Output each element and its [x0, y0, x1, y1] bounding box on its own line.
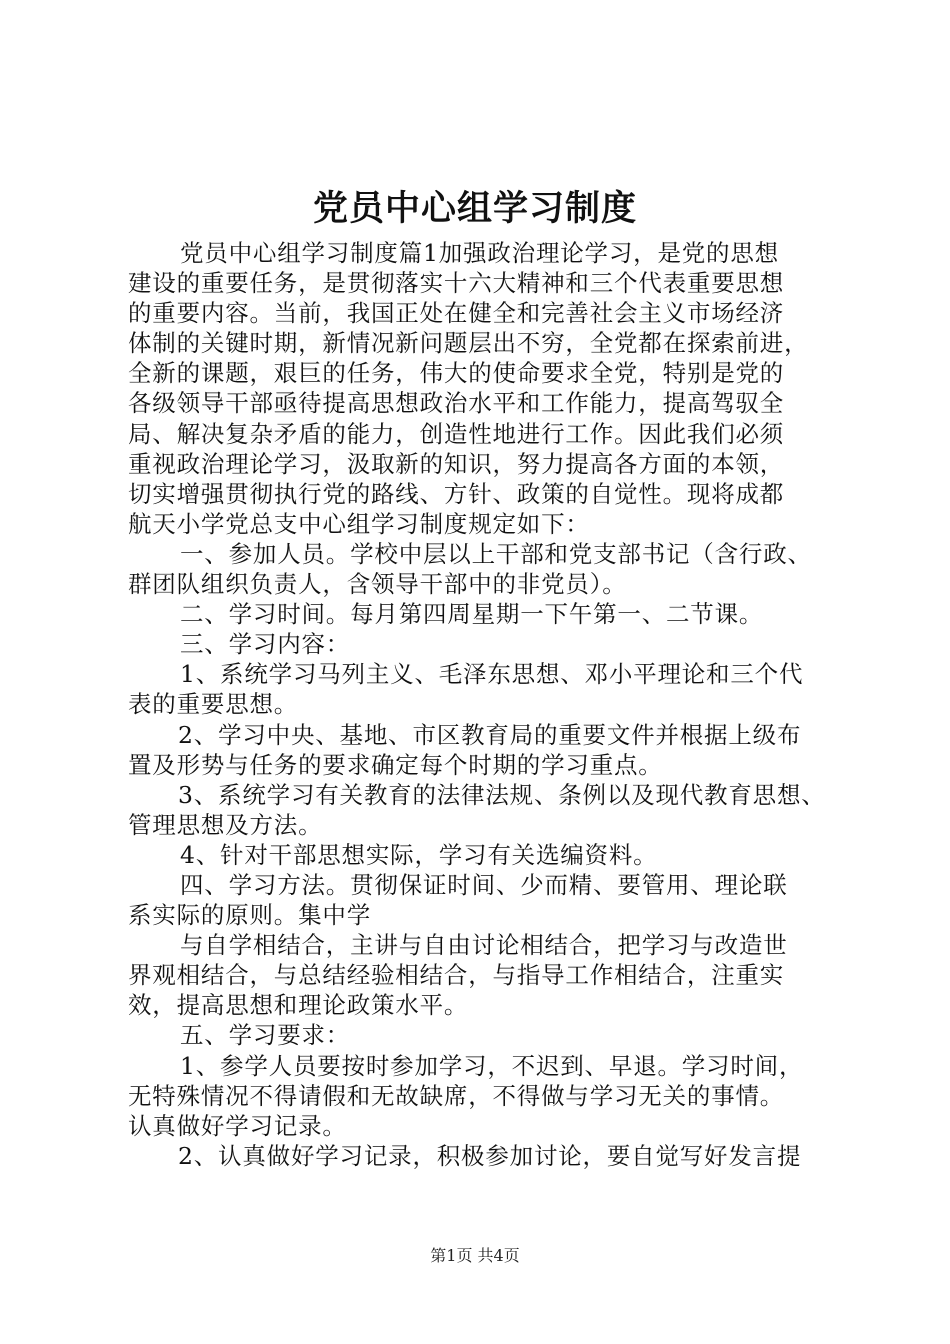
body-line: 重视政治理论学习，汲取新的知识，努力提高各方面的本领， — [128, 449, 785, 478]
body-line: 管理思想及方法。 — [128, 810, 323, 839]
body-line: 3、系统学习有关教育的法律法规、条例以及现代教育思想、 — [178, 780, 826, 809]
document-body — [128, 238, 858, 1171]
body-line: 二、学习时间。每月第四周星期一下午第一、二节课。 — [180, 600, 764, 629]
document-title: 党员中心组学习制度 — [312, 188, 637, 229]
body-line: 四、学习方法。贯彻保证时间、少而精、要管用、理论联 — [180, 870, 788, 899]
body-line: 认真做好学习记录。 — [128, 1111, 347, 1140]
body-line: 无特殊情况不得请假和无故缺席，不得做与学习无关的事情。 — [128, 1081, 785, 1110]
body-line: 4、针对干部思想实际，学习有关选编资料。 — [180, 840, 658, 869]
body-line: 与自学相结合，主讲与自由讨论相结合，把学习与改造世 — [180, 931, 788, 960]
body-line: 一、参加人员。学校中层以上干部和党支部书记（含行政、 — [180, 539, 812, 568]
body-line: 置及形势与任务的要求确定每个时期的学习重点。 — [128, 750, 663, 779]
body-line: 党员中心组学习制度篇1加强政治理论学习，是党的思想 — [180, 239, 779, 267]
page-number-footer: 第1页 共4页 — [430, 1246, 520, 1265]
body-line: 各级领导干部亟待提高思想政治水平和工作能力，提高驾驭全 — [128, 389, 785, 418]
body-line: 三、学习内容： — [180, 630, 351, 659]
body-line: 群团队组织负责人，含领导干部中的非党员）。 — [128, 570, 627, 599]
body-line: 局、解决复杂矛盾的能力，创造性地进行工作。因此我们必须 — [128, 419, 785, 448]
body-line: 1、系统学习马列主义、毛泽东思想、邓小平理论和三个代 — [180, 660, 804, 689]
body-line: 系实际的原则。集中学 — [128, 901, 371, 930]
body-line: 界观相结合，与总结经验相结合，与指导工作相结合，注重实 — [128, 961, 785, 990]
body-line: 2、认真做好学习记录，积极参加讨论，要自觉写好发言提 — [178, 1141, 802, 1170]
body-line: 全新的课题，艰巨的任务，伟大的使命要求全党，特别是党的 — [128, 359, 785, 388]
body-line: 表的重要思想。 — [128, 690, 299, 719]
body-line: 2、学习中央、基地、市区教育局的重要文件并根据上级布 — [178, 720, 802, 749]
body-line: 体制的关键时期，新情况新问题层出不穷，全党都在探索前进， — [128, 329, 809, 358]
body-line: 切实增强贯彻执行党的路线、方针、政策的自觉性。现将成都 — [128, 479, 785, 508]
body-line: 效，提高思想和理论政策水平。 — [128, 991, 469, 1020]
body-line: 的重要内容。当前，我国正处在健全和完善社会主义市场经济 — [128, 299, 785, 328]
body-line: 五、学习要求： — [180, 1021, 351, 1050]
body-line: 航天小学党总支中心组学习制度规定如下： — [128, 509, 590, 538]
body-line: 建设的重要任务，是贯彻落实十六大精神和三个代表重要思想 — [128, 269, 785, 298]
body-line: 1、参学人员要按时参加学习，不迟到、早退。学习时间， — [180, 1051, 804, 1080]
